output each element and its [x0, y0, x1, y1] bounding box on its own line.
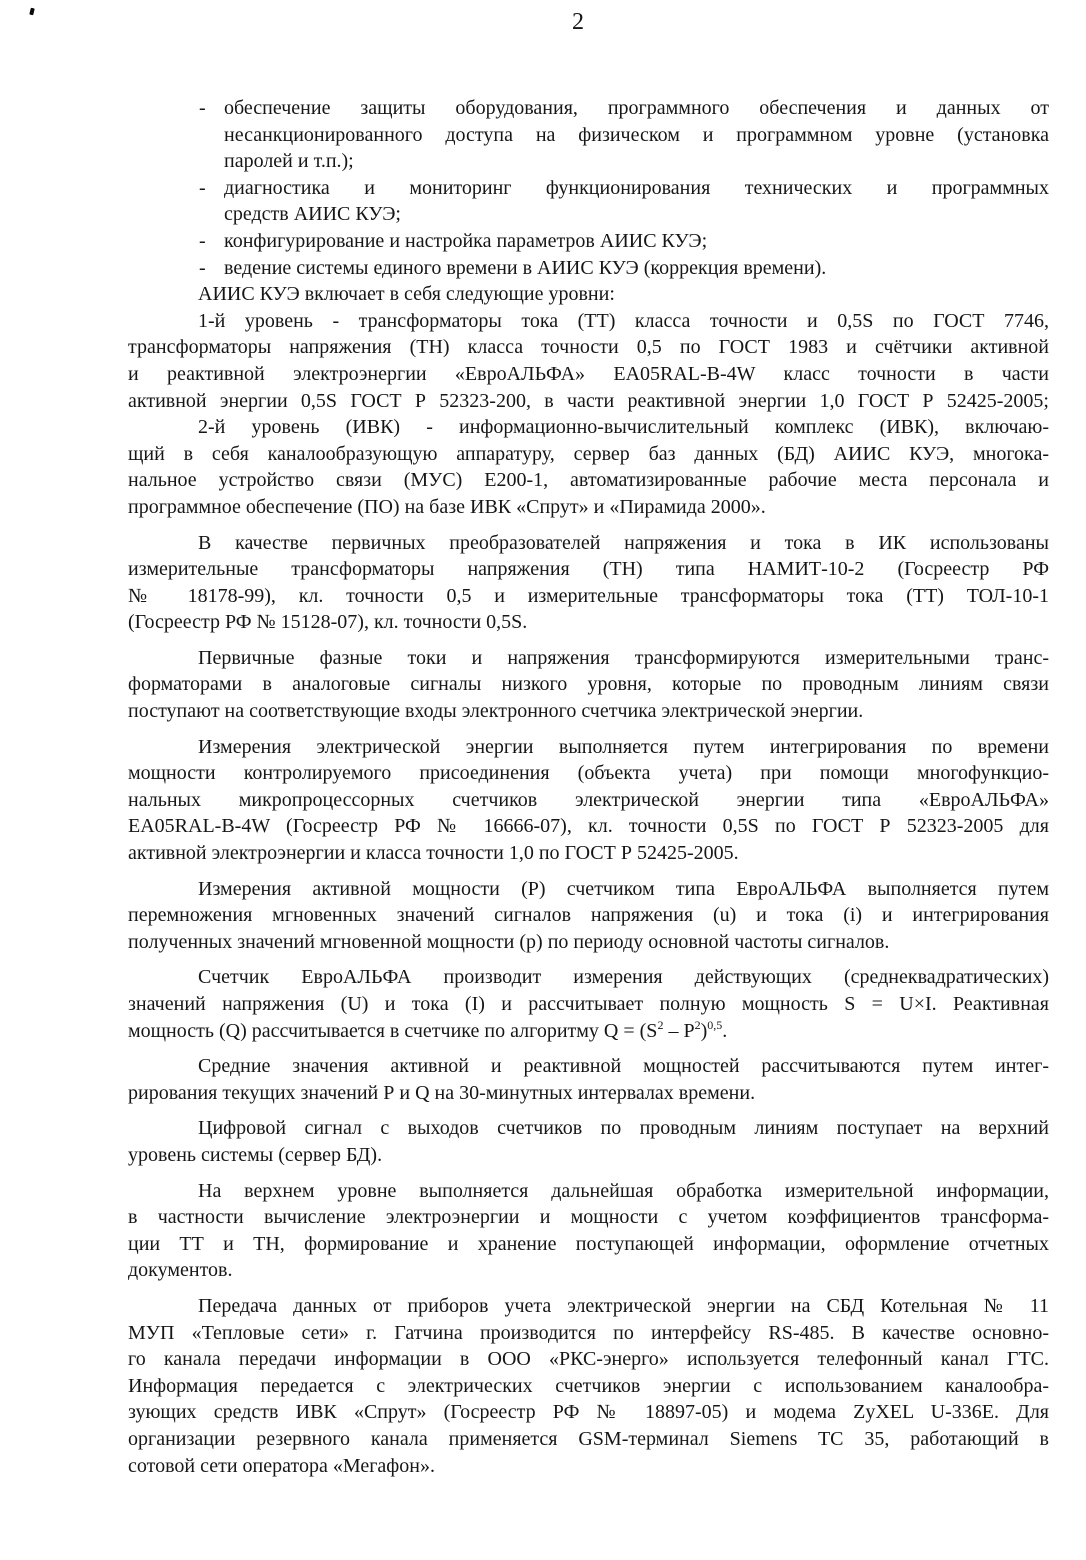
text-line	[199, 95, 1049, 122]
text-line-content: диагностика и мониторинг функционирования технических и программных	[224, 176, 1049, 199]
text-line-content: обеспечение защиты оборудования, программного обеспечения и данных от	[224, 97, 1049, 119]
formula-superscript: 2	[694, 1017, 701, 1032]
text-line: В качестве первичных преобразователей напряжения и тока в ИК использованы	[198, 531, 1049, 554]
list-item	[199, 95, 1049, 175]
text-line: нальное устройство связи (МУС) Е200-1, автоматизированные рабочие места персонала и	[128, 469, 1049, 492]
text-line: активной энергии 0,5S ГОСТ Р 52323-200, в части реактивной энергии 1,0 ГОСТ Р 52425-2005;	[128, 389, 1049, 412]
formula-text: .	[722, 1019, 728, 1042]
formula-text: )	[700, 1019, 708, 1042]
paragraph	[128, 964, 1049, 1044]
text-line: средств АИИС КУЭ;	[224, 203, 401, 226]
text-line: измерительные трансформаторы напряжения (ТН) типа НАМИТ-10-2 (Госреестр РФ	[128, 558, 1049, 581]
text-line: несанкционированного доступа на физическом и программном уровне (установка	[224, 123, 1049, 146]
text-line: Средние значения активной и реактивной мощностей рассчитываются путем интег-	[198, 1055, 1049, 1078]
text-line: зующих средств ИВК «Спрут» (Госреестр РФ № 18897-05) и модема ZyXEL U-336E. Для	[128, 1401, 1049, 1424]
text-line: Информация передается с электрических счетчиков энергии с использованием каналообра-	[128, 1374, 1049, 1397]
text-line: нальных микропроцессорных счетчиков электрической энергии типа «ЕвроАЛЬФА»	[128, 788, 1049, 811]
text-line-content: ведение системы единого времени в АИИС КУЭ (коррекция времени).	[224, 256, 827, 279]
formula-superscript: 2	[657, 1017, 664, 1032]
text-line: Счетчик ЕвроАЛЬФА производит измерения действующих (среднеквадратических)	[198, 966, 1049, 989]
formula-superscript: 0,5	[707, 1017, 723, 1032]
paragraph	[128, 1115, 1049, 1168]
text-line: и реактивной электроэнергии «ЕвроАЛЬФА» EA05RAL-B-4W класс точности в части	[128, 362, 1049, 385]
page-number: 2	[572, 9, 584, 35]
text-line	[199, 255, 1049, 282]
text-line: перемножения мгновенных значений сигналов напряжения (u) и тока (i) и интегрирования	[128, 904, 1049, 927]
text-line: Измерения электрической энергии выполняется путем интегрирования по времени	[198, 735, 1049, 758]
text-line: трансформаторы напряжения (ТН) класса точности 0,5 по ГОСТ 1983 и счётчики активной	[128, 336, 1049, 359]
text-line: (Госреестр РФ № 15128-07), кл. точности 0,5S.	[128, 611, 528, 634]
list-item	[199, 175, 1049, 228]
document-body	[128, 95, 1049, 1479]
formula-line	[128, 1018, 1049, 1045]
scan-speck	[29, 8, 35, 16]
text-line: значений напряжения (U) и тока (I) и рассчитывает полную мощность S = U×I. Реактивная	[128, 993, 1049, 1015]
text-line: Измерения активной мощности (Р) счетчиком типа ЕвроАЛЬФА выполняется путем	[198, 877, 1049, 900]
formula-text: мощность (Q) рассчитывается в счетчике по алгоритму Q = (S	[128, 1019, 658, 1042]
text-line: МУП «Тепловые сети» г. Гатчина производится по интерфейсу RS-485. В качестве основно-	[128, 1321, 1049, 1344]
list-item	[199, 255, 1049, 282]
text-line	[199, 228, 1049, 255]
text-line: АИИС КУЭ включает в себя следующие уровни:	[198, 283, 615, 306]
list-item	[199, 228, 1049, 255]
text-line: сотовой сети оператора «Мегафон».	[128, 1454, 435, 1477]
text-line: щий в себя каналообразующую аппаратуру, сервер баз данных (БД) АИИС КУЭ, многока-	[128, 442, 1049, 465]
text-line: поступают на соответствующие входы электронного счетчика электрической энергии.	[128, 700, 864, 723]
formula-text: – P	[663, 1019, 695, 1042]
text-line: ции ТТ и ТН, формирование и хранение поступающей информации, оформление отчетных	[128, 1232, 1049, 1255]
text-line: Первичные фазные токи и напряжения трансформируются измерительными транс-	[198, 646, 1049, 669]
paragraph	[128, 645, 1049, 725]
paragraph	[128, 308, 1049, 414]
paragraph	[128, 530, 1049, 636]
text-line: Цифровой сигнал с выходов счетчиков по проводным линиям поступает на верхний	[198, 1117, 1049, 1140]
text-line: активной электроэнергии и класса точности 1,0 по ГОСТ Р 52425-2005.	[128, 842, 739, 865]
text-line: 2-й уровень (ИВК) - информационно-вычислительный комплекс (ИВК), включаю-	[198, 416, 1049, 439]
text-line: форматорами в аналоговые сигналы низкого уровня, которые по проводным линиям связи	[128, 673, 1049, 696]
paragraph	[128, 734, 1049, 867]
text-line: программное обеспечение (ПО) на базе ИВК «Спрут» и «Пирамида 2000».	[128, 495, 766, 518]
text-line-content: конфигурирование и настройка параметров АИИС КУЭ;	[224, 229, 708, 252]
paragraph	[128, 1053, 1049, 1106]
paragraph	[128, 1293, 1049, 1479]
text-line: № 18178-99), кл. точности 0,5 и измерительные трансформаторы тока (ТТ) ТОЛ-10-1	[128, 584, 1049, 607]
paragraph	[128, 281, 1049, 308]
text-line	[199, 175, 1049, 202]
text-line: EA05RAL-B-4W (Госреестр РФ № 16666-07), кл. точности 0,5S по ГОСТ Р 52323-2005 для	[128, 815, 1049, 838]
paragraph	[128, 876, 1049, 956]
text-line: паролей и т.п.);	[224, 150, 354, 173]
text-line: мощности контролируемого присоединения (объекта учета) при помощи многофункцио-	[128, 762, 1049, 785]
list-marker: -	[199, 229, 206, 252]
text-line: 1-й уровень - трансформаторы тока (ТТ) класса точности и 0,5S по ГОСТ 7746,	[198, 309, 1049, 332]
text-line: полученных значений мгновенной мощности (р) по периоду основной частоты сигналов.	[128, 930, 890, 953]
text-line: документов.	[128, 1259, 233, 1282]
paragraph	[128, 414, 1049, 520]
text-line: организации резервного канала применяется GSM-терминал Siemens TC 35, работающий в	[128, 1427, 1049, 1450]
list-marker: -	[199, 176, 206, 199]
text-line: уровень системы (сервер БД).	[128, 1143, 383, 1166]
text-line: рирования текущих значений Р и Q на 30-минутных интервалах времени.	[128, 1081, 756, 1104]
text-line: в частности вычисление электроэнергии и мощности с учетом коэффициентов трансформа-	[128, 1206, 1049, 1229]
list-marker: -	[199, 256, 206, 279]
text-line: Передача данных от приборов учета электрической энергии на СБД Котельная № 11	[198, 1294, 1049, 1317]
text-line: На верхнем уровне выполняется дальнейшая обработка измерительной информации,	[198, 1179, 1049, 1202]
paragraph	[128, 1178, 1049, 1284]
list-marker: -	[199, 97, 206, 119]
text-line: го канала передачи информации в ООО «РКС-энерго» используется телефонный канал ГТС.	[128, 1348, 1049, 1371]
